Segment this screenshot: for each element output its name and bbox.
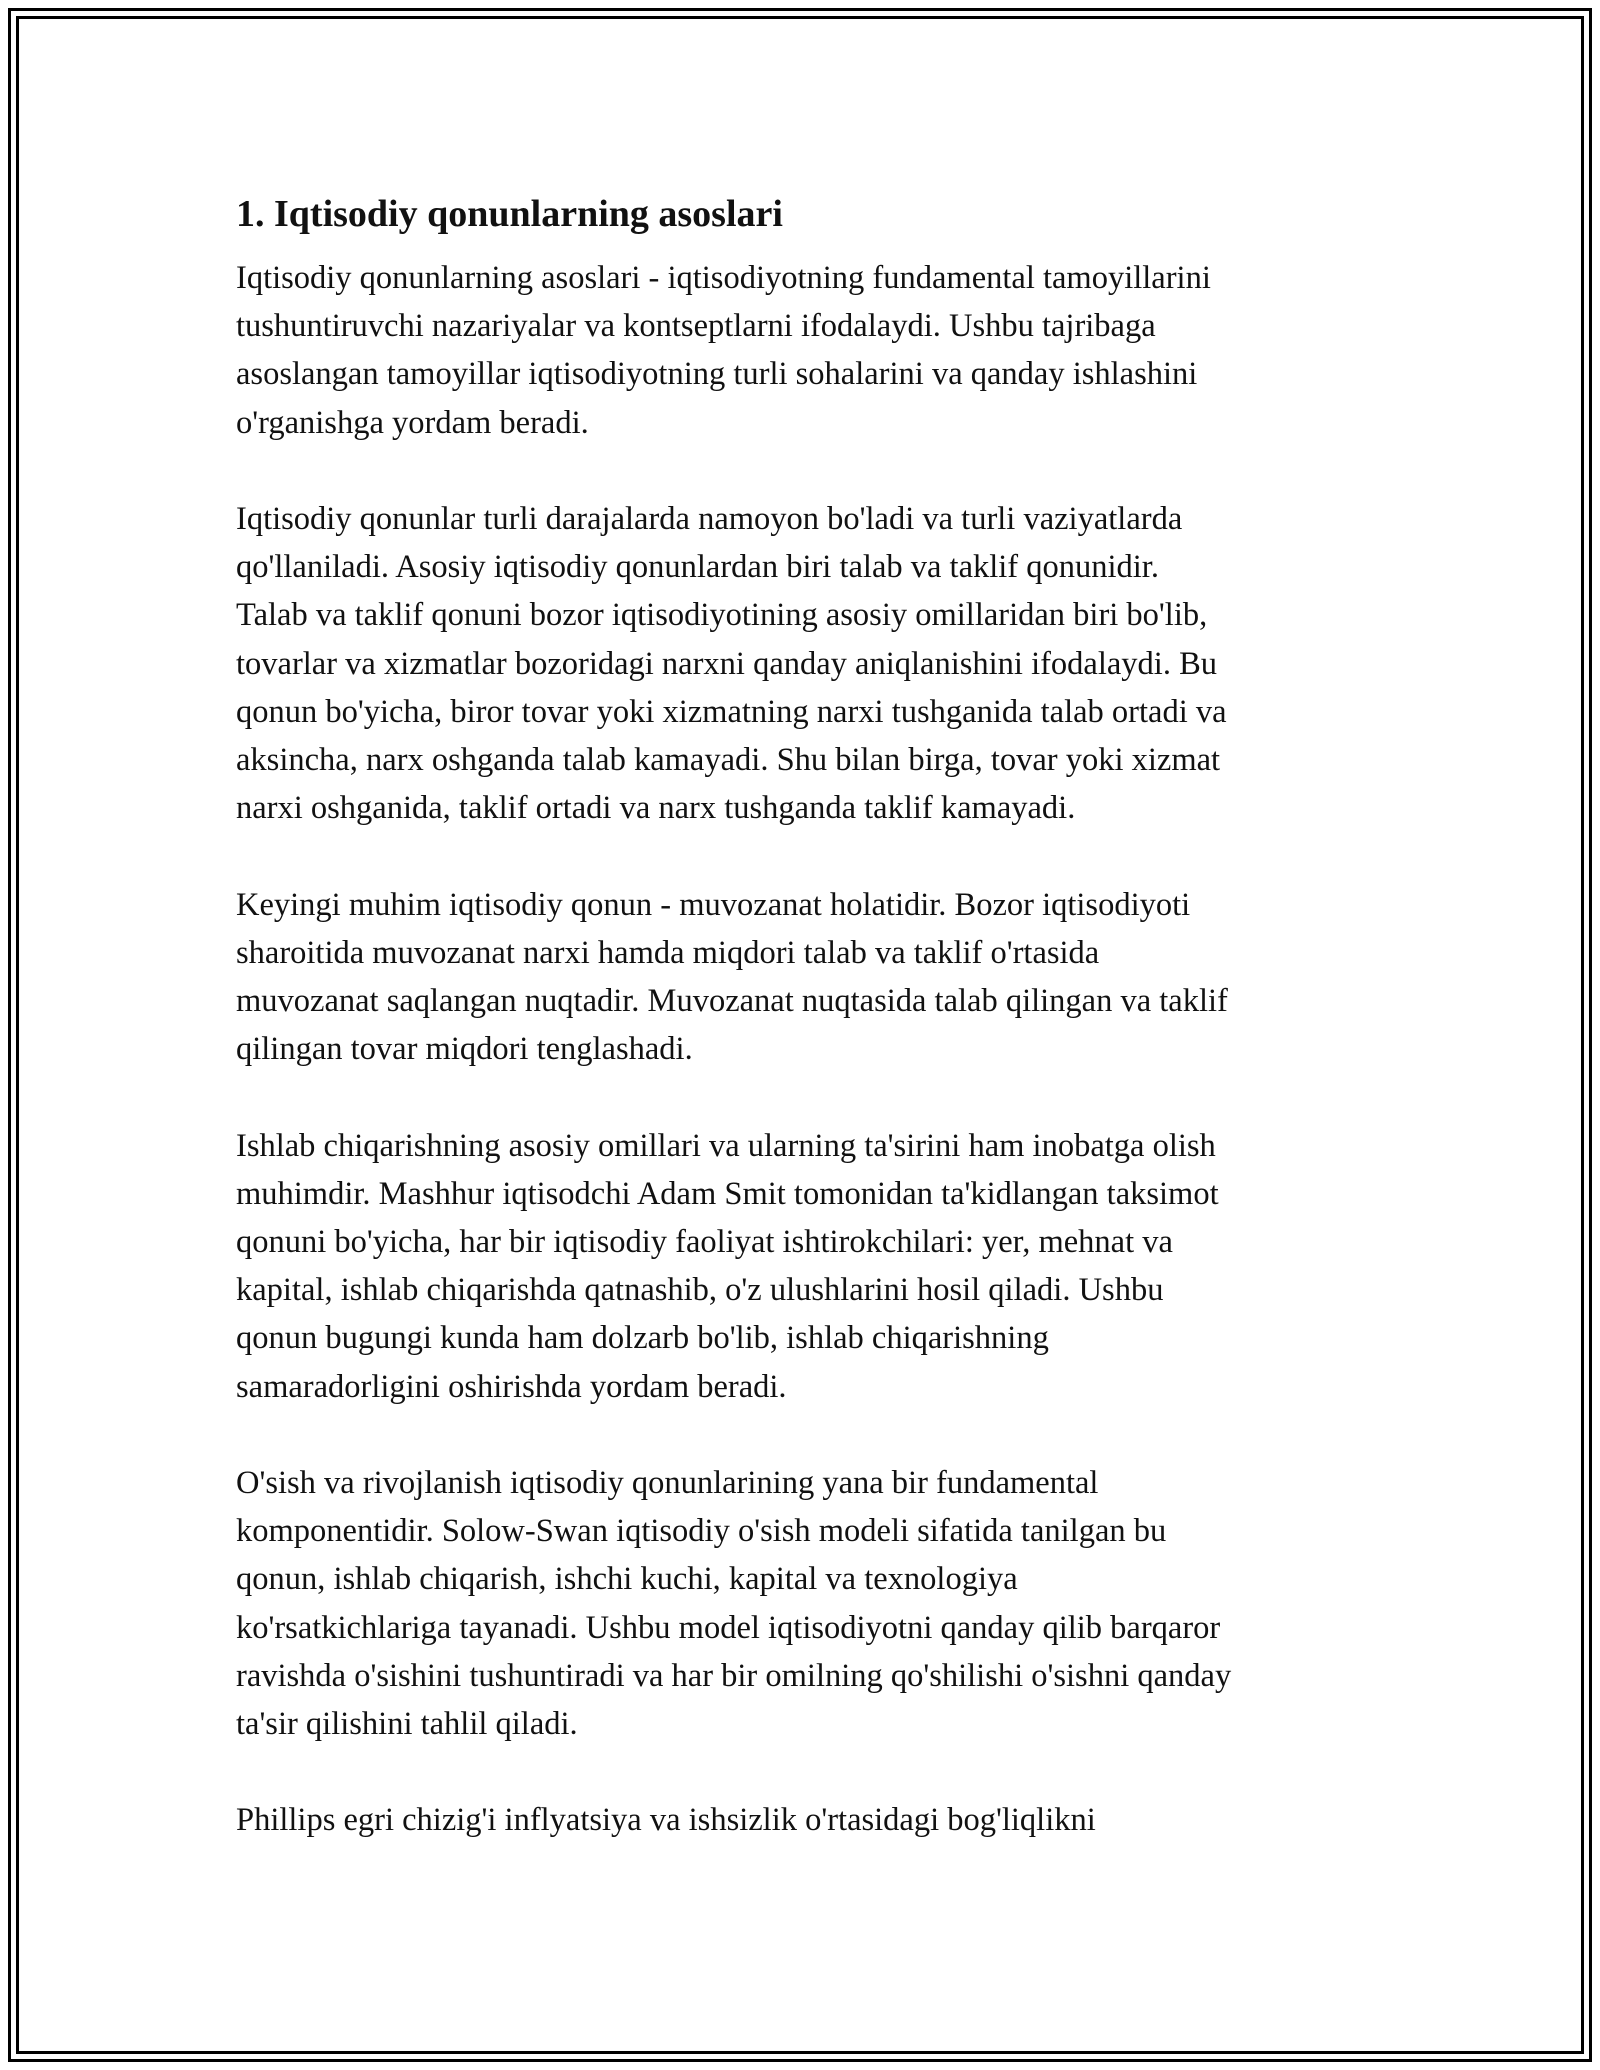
document-body — [236, 186, 1366, 1893]
text-line: ko'rsatkichlariga tayanadi. Ushbu model iqtisodiyotni qanday qilib barqaror — [236, 1609, 1221, 1646]
text-line: samaradorligini oshirishda yordam beradi. — [236, 1368, 787, 1405]
text-line: narxi oshganida, taklif ortadi va narx tushganda taklif kamayadi. — [236, 790, 1076, 827]
text-line: Keyingi muhim iqtisodiy qonun - muvozanat holatidir. Bozor iqtisodiyoti — [236, 886, 1191, 923]
text-line: qonun bo'yicha, biror tovar yoki xizmatning narxi tushganida talab ortadi va — [236, 693, 1227, 730]
paragraph-5 — [236, 1459, 1366, 1748]
text-line: sharoitida muvozanat narxi hamda miqdori talab va taklif o'rtasida — [236, 934, 1100, 971]
text-line: Phillips egri chizig'i inflyatsiya va ishsizlik o'rtasidagi bog'liqlikni — [236, 1802, 1096, 1839]
text-line: qilingan tovar miqdori tenglashadi. — [236, 1031, 693, 1068]
text-line: muvozanat saqlangan nuqtadir. Muvozanat nuqtasida talab qilingan va taklif — [236, 983, 1228, 1020]
paragraph-6 — [236, 1796, 1366, 1844]
text-line: O'sish va rivojlanish iqtisodiy qonunlarining yana bir fundamental — [236, 1465, 1099, 1502]
paragraph-1 — [236, 254, 1366, 447]
text-line: komponentidir. Solow-Swan iqtisodiy o'sish modeli sifatida tanilgan bu — [236, 1513, 1167, 1550]
text-line: ta'sir qilishini tahlil qiladi. — [236, 1706, 578, 1743]
text-line: aksincha, narx oshganda talab kamayadi. Shu bilan birga, tovar yoki xizmat — [236, 742, 1221, 779]
text-line: qonuni bo'yicha, har bir iqtisodiy faoliyat ishtirokchilari: yer, mehnat va — [236, 1224, 1173, 1261]
text-line: qo'llaniladi. Asosiy iqtisodiy qonunlardan biri talab va taklif qonunidir. — [236, 549, 1159, 586]
text-line: tovarlar va xizmatlar bozoridagi narxni qanday aniqlanishini ifodalaydi. Bu — [236, 645, 1218, 682]
text-line: qonun bugungi kunda ham dolzarb bo'lib, ishlab chiqarishning — [236, 1320, 1049, 1357]
text-line: qonun, ishlab chiqarish, ishchi kuchi, kapital va texnologiya — [236, 1561, 1018, 1598]
paragraph-3 — [236, 881, 1366, 1074]
text-line: Talab va taklif qonuni bozor iqtisodiyotining asosiy omillaridan biri bo'lib, — [236, 597, 1208, 634]
text-line: ravishda o'sishini tushuntiradi va har bir omilning qo'shilishi o'sishni qanday — [236, 1657, 1232, 1694]
text-line: kapital, ishlab chiqarishda qatnashib, o'z ulushlarini hosil qiladi. Ushbu — [236, 1272, 1164, 1309]
paragraph-2 — [236, 495, 1366, 832]
section-heading: 1. Iqtisodiy qonunlarning asoslari — [236, 193, 783, 235]
text-line: tushuntiruvchi nazariyalar va kontseptlarni ifodalaydi. Ushbu tajribaga — [236, 308, 1156, 345]
text-line: o'rganishga yordam beradi. — [236, 404, 589, 441]
paragraph-4 — [236, 1122, 1366, 1411]
text-line: Ishlab chiqarishning asosiy omillari va ularning ta'sirini ham inobatga olish — [236, 1127, 1216, 1164]
text-line: Iqtisodiy qonunlar turli darajalarda namoyon bo'ladi va turli vaziyatlarda — [236, 501, 1183, 537]
text-line: Iqtisodiy qonunlarning asoslari - iqtisodiyotning fundamental tamoyillarini — [236, 260, 1211, 296]
text-line: muhimdir. Mashhur iqtisodchi Adam Smit tomonidan ta'kidlangan taksimot — [236, 1175, 1219, 1212]
text-line: asoslangan tamoyillar iqtisodiyotning turli sohalarini va qanday ishlashini — [236, 356, 1198, 393]
